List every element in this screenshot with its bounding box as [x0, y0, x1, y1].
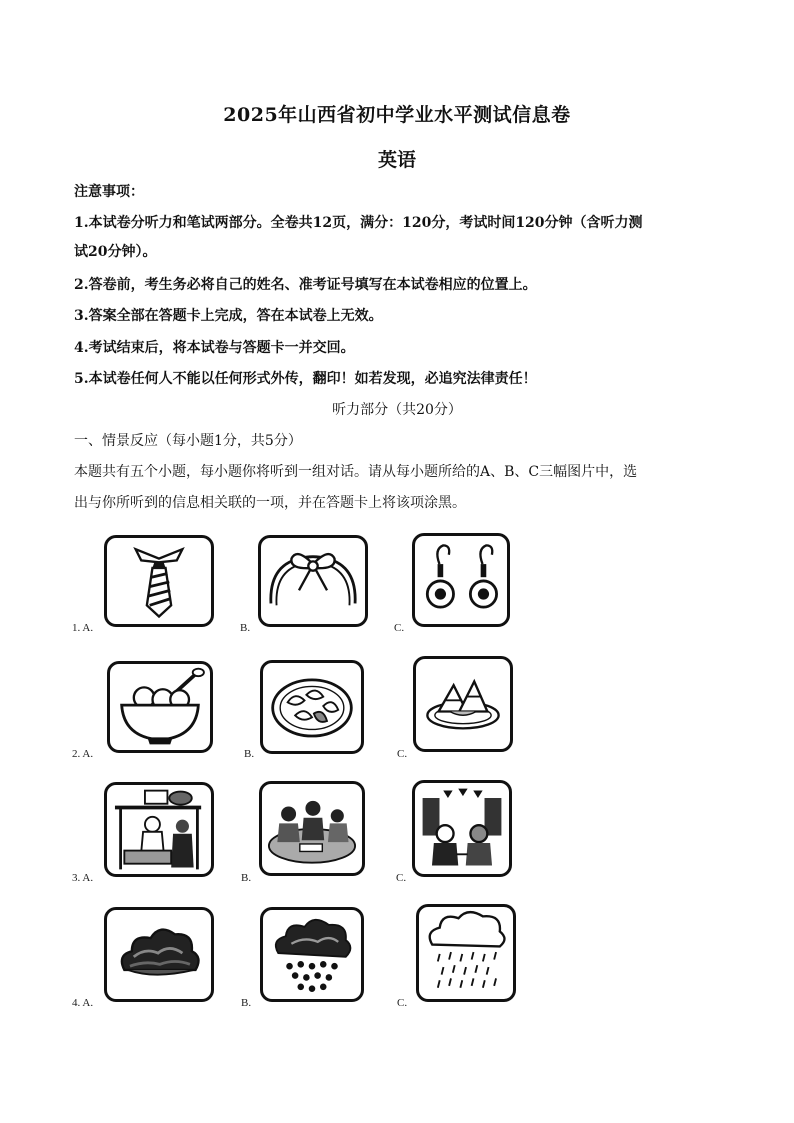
question-label: 4. A.: [72, 997, 94, 1009]
notice-item: 5.本试卷任何人不能以任何形式外传，翻印！如若发现，必追究法律责任！: [74, 371, 537, 387]
zongzi-icon: [416, 659, 510, 749]
option-picture[interactable]: [104, 535, 214, 627]
notice-item: 4.考试结束后，将本试卷与答题卡一并交回。: [74, 340, 355, 356]
option-picture[interactable]: [107, 661, 213, 753]
people-chatting-icon: [415, 783, 509, 874]
question-label: C.: [397, 997, 408, 1009]
option-picture[interactable]: [260, 907, 364, 1002]
question-label: B.: [240, 622, 251, 634]
page-title: 2025年山西省初中学业水平测试信息卷: [223, 104, 571, 126]
dark-cloud-icon: [107, 910, 211, 999]
question-label: B.: [241, 997, 252, 1009]
necktie-icon: [107, 538, 211, 624]
option-picture[interactable]: [258, 535, 368, 627]
snow-cloud-icon: [263, 910, 361, 999]
notice-item: 2.答卷前，考生务必将自己的姓名、准考证号填写在本试卷相应的位置上。: [74, 277, 537, 293]
option-picture[interactable]: [412, 780, 512, 877]
subject-title: 英语: [377, 149, 416, 171]
tangyuan-bowl-icon: [110, 664, 210, 750]
question-label: 1. A.: [72, 622, 94, 634]
option-picture[interactable]: [259, 781, 365, 876]
option-picture[interactable]: [413, 656, 513, 752]
question-label: C.: [396, 872, 407, 884]
question-label: C.: [397, 748, 408, 760]
option-picture[interactable]: [416, 904, 516, 1002]
notice-heading: 注意事项：: [74, 184, 144, 200]
question-label: B.: [241, 872, 252, 884]
instruction-line: 出与你所听到的信息相关联的一项，并在答题卡上将该项涂黑。: [74, 495, 466, 511]
option-picture[interactable]: [260, 660, 364, 754]
notice-item: 试20分钟）。: [74, 244, 157, 260]
question-label: 2. A.: [72, 748, 94, 760]
option-picture[interactable]: [412, 533, 510, 627]
dumplings-plate-icon: [263, 663, 361, 751]
listening-section-title: 听力部分（共20分）: [332, 402, 462, 418]
hair-bow-icon: [261, 538, 365, 624]
family-picnic-icon: [262, 784, 362, 873]
instruction-line: 本题共有五个小题，每小题你将听到一组对话。请从每小题所给的A、B、C三幅图片中，选: [74, 464, 638, 480]
question-label: B.: [244, 748, 255, 760]
rain-cloud-icon: [419, 907, 513, 999]
earrings-icon: [415, 536, 507, 624]
question-label: C.: [394, 622, 405, 634]
option-picture[interactable]: [104, 782, 214, 877]
notice-item: 1.本试卷分听力和笔试两部分。全卷共12页，满分：120分，考试时间120分钟（含听力测: [74, 215, 643, 231]
question-label: 3. A.: [72, 872, 94, 884]
street-stall-icon: [107, 785, 211, 874]
part-title: 一、情景反应（每小题1分，共5分）: [74, 433, 302, 449]
notice-item: 3.答案全部在答题卡上完成，答在本试卷上无效。: [74, 308, 383, 324]
option-picture[interactable]: [104, 907, 214, 1002]
